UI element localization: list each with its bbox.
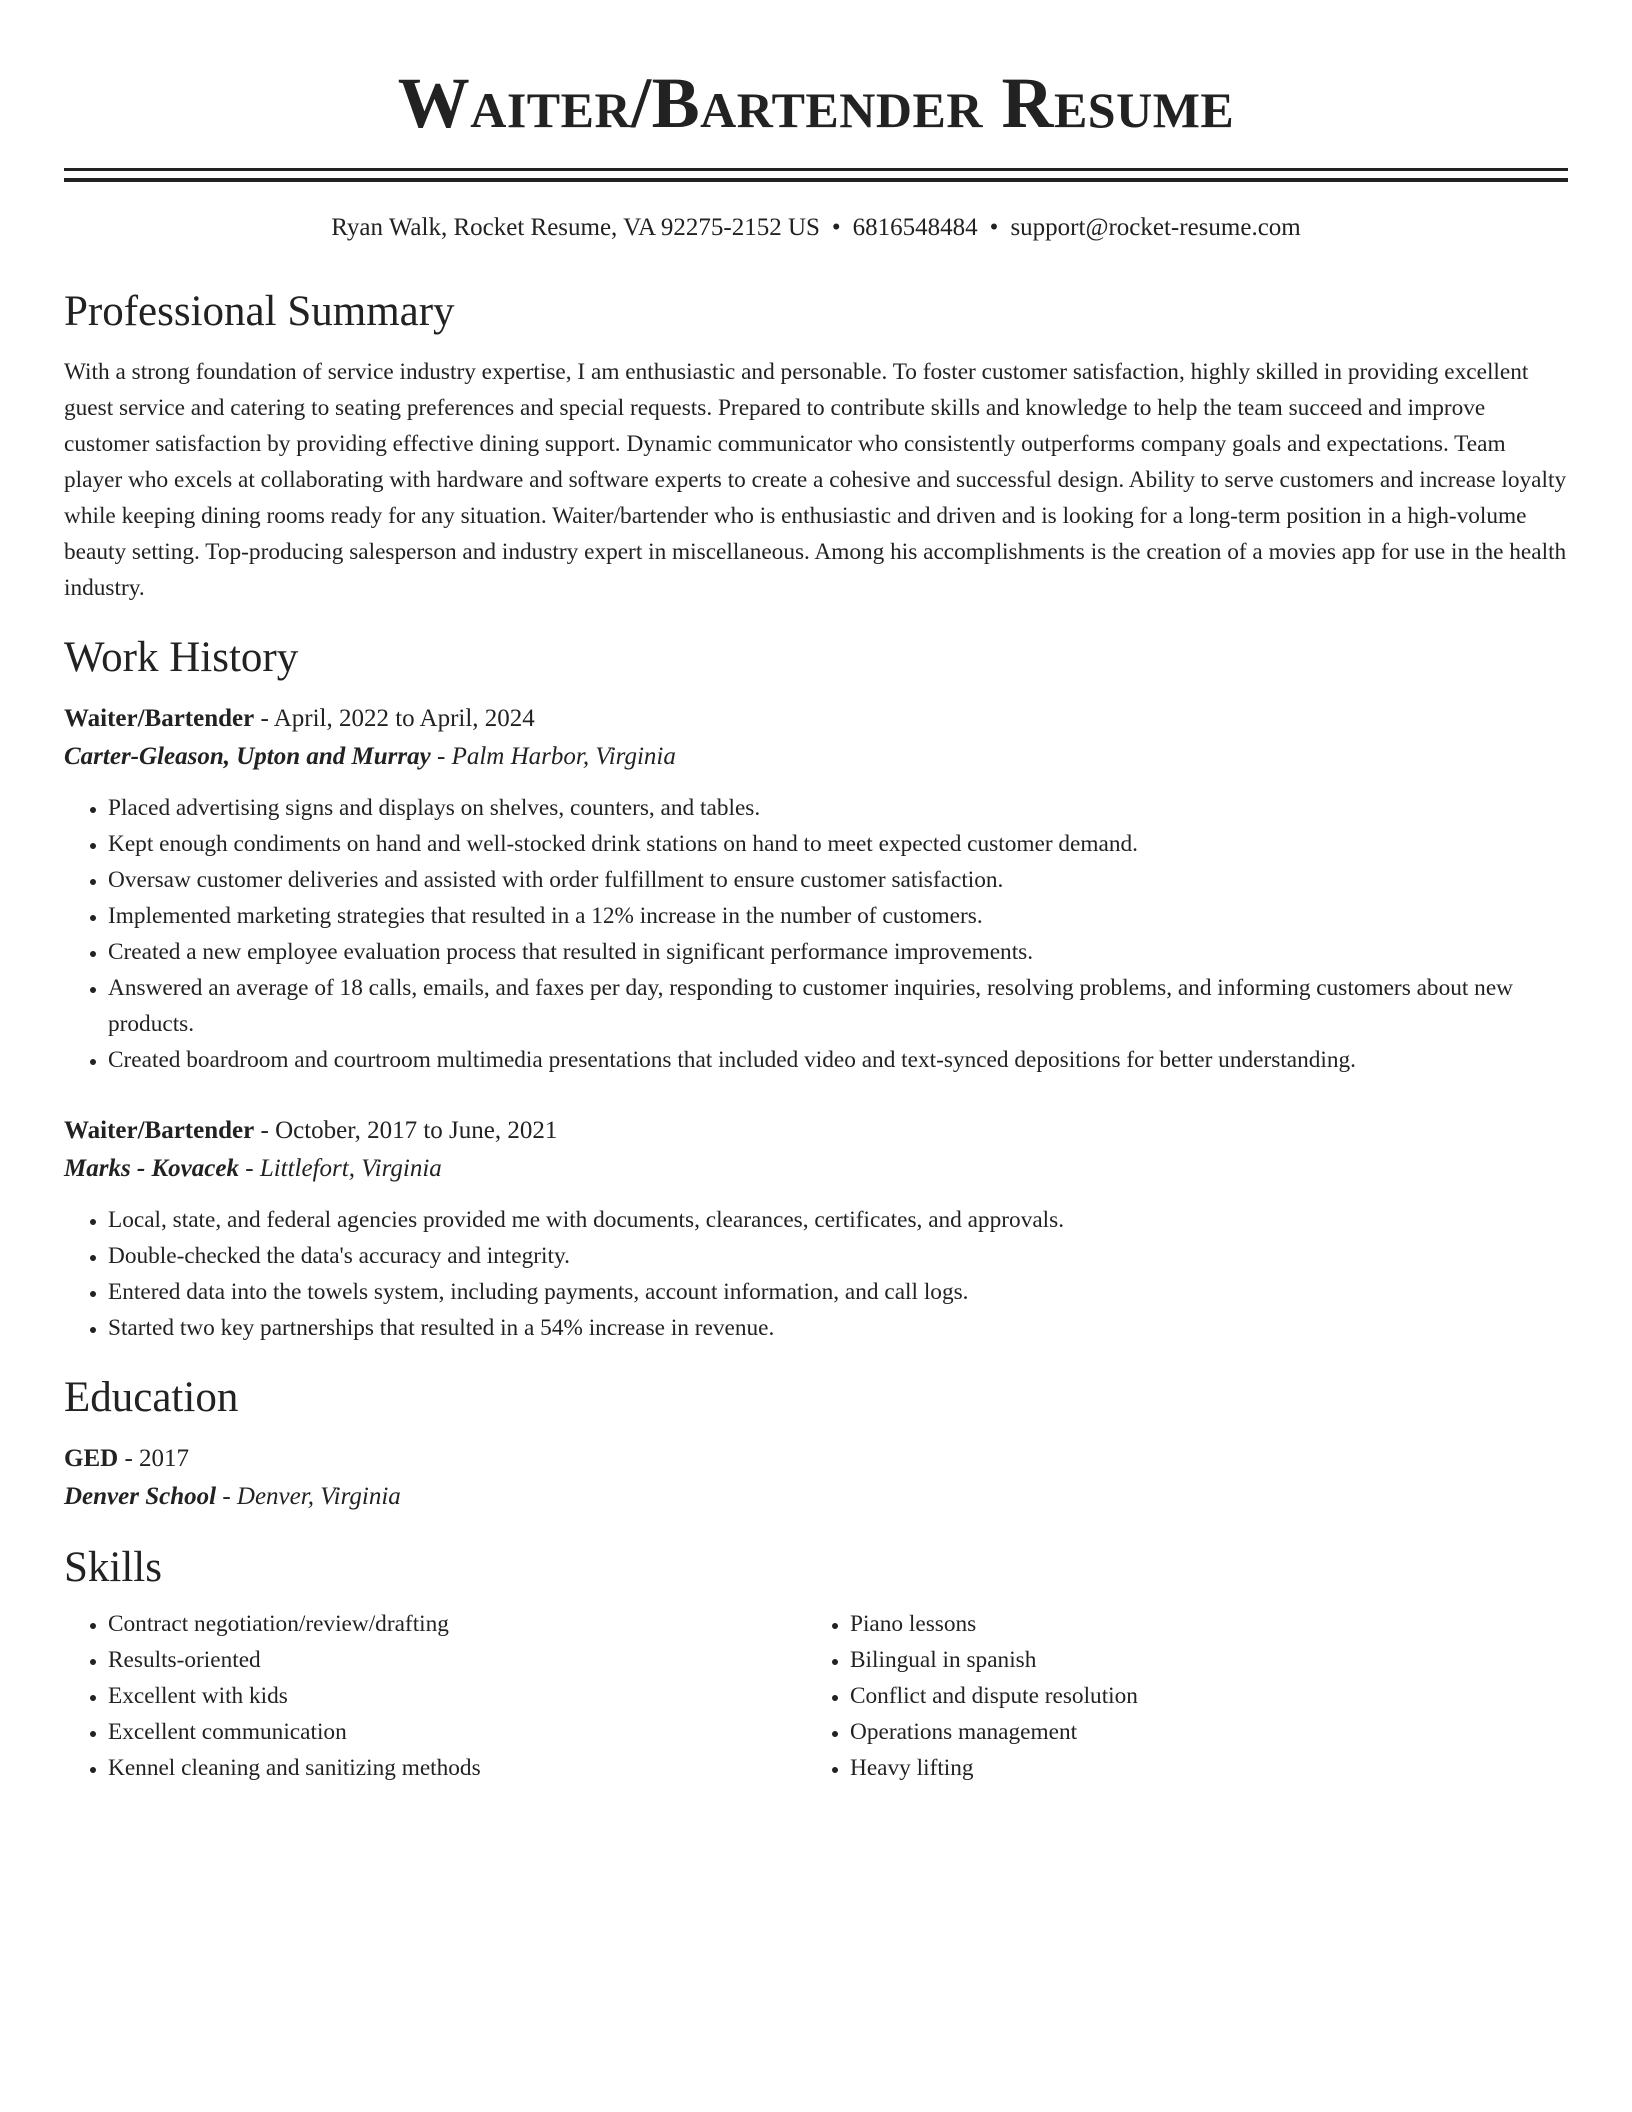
education-degree-line: GED - 2017: [64, 1445, 190, 1472]
job-title-line: Waiter/Bartender - April, 2022 to April, 2024: [64, 705, 535, 732]
list-item: • Created boardroom and courtroom multimedia presentations that included video and text-synced depositions for better understanding.: [108, 1042, 1568, 1078]
list-item: • Bilingual in spanish: [850, 1642, 1548, 1678]
list-item: • Implemented marketing strategies that resulted in a 12% increase in the number of customers.: [108, 898, 1568, 934]
job-entry: [64, 1112, 1568, 1346]
contact-separator: •: [831, 214, 841, 241]
skills-column-left: [64, 1606, 806, 1786]
job-role: Waiter/Bartender: [64, 705, 255, 732]
title-divider-bottom: [64, 178, 1568, 182]
skills-grid: [64, 1606, 1568, 1786]
list-item: • Kennel cleaning and sanitizing methods: [108, 1750, 806, 1786]
contact-phone: 6816548484: [852, 214, 978, 241]
job-dates: October, 2017 to June, 2021: [275, 1117, 558, 1144]
job-dates: April, 2022 to April, 2024: [273, 705, 535, 732]
list-item: • Piano lessons: [850, 1606, 1548, 1642]
contact-separator: •: [989, 214, 999, 241]
list-item: • Contract negotiation/review/drafting: [108, 1606, 806, 1642]
list-item: • Conflict and dispute resolution: [850, 1678, 1548, 1714]
education-location: Denver, Virginia: [236, 1483, 401, 1510]
work-history-heading: Work History: [64, 634, 299, 681]
contact-email: support@rocket-resume.com: [1010, 214, 1301, 241]
job-entry: [64, 700, 1568, 1078]
list-item: • Local, state, and federal agencies provided me with documents, clearances, certificates, and approvals.: [108, 1202, 1568, 1238]
list-item: • Created a new employee evaluation process that resulted in significant performance improvements.: [108, 934, 1568, 970]
list-item: • Double-checked the data's accuracy and integrity.: [108, 1238, 1568, 1274]
list-item: • Started two key partnerships that resulted in a 54% increase in revenue.: [108, 1310, 1568, 1346]
skills-column-right: [806, 1606, 1548, 1786]
resume-title: Waiter/Bartender Resume: [397, 63, 1235, 143]
job-location: Littlefort, Virginia: [259, 1155, 442, 1182]
job-title-line: Waiter/Bartender - October, 2017 to June, 2021: [64, 1117, 558, 1144]
contact-address: Ryan Walk, Rocket Resume, VA 92275-2152 US: [331, 214, 820, 241]
list-item: • Oversaw customer deliveries and assisted with order fulfillment to ensure customer satisfaction.: [108, 862, 1568, 898]
education-degree: GED: [64, 1445, 119, 1472]
job-location: Palm Harbor, Virginia: [451, 743, 676, 770]
list-item: • Operations management: [850, 1714, 1548, 1750]
summary-heading: Professional Summary: [64, 288, 455, 335]
list-item: • Results-oriented: [108, 1642, 806, 1678]
list-item: • Excellent communication: [108, 1714, 806, 1750]
education-year: 2017: [139, 1445, 190, 1472]
education-heading: Education: [64, 1374, 239, 1421]
title-divider-top: [64, 168, 1568, 171]
skills-list: [806, 1606, 1548, 1786]
job-company-line: Carter-Gleason, Upton and Murray - Palm Harbor, Virginia: [64, 743, 676, 770]
job-duties-list: [64, 1202, 1568, 1346]
job-duties-list: [64, 790, 1568, 1078]
education-school-line: Denver School - Denver, Virginia: [64, 1483, 401, 1510]
list-item: • Heavy lifting: [850, 1750, 1548, 1786]
job-company-line: Marks - Kovacek - Littlefort, Virginia: [64, 1155, 442, 1182]
skills-list: [64, 1606, 806, 1786]
list-item: • Entered data into the towels system, including payments, account information, and call logs.: [108, 1274, 1568, 1310]
list-item: • Answered an average of 18 calls, emails, and faxes per day, responding to customer inquiries, resolving problems, and informing customers about new products.: [108, 970, 1568, 1042]
list-item: • Excellent with kids: [108, 1678, 806, 1714]
contact-line: [64, 212, 1568, 244]
list-item: • Kept enough condiments on hand and well-stocked drink stations on hand to meet expected customer demand.: [108, 826, 1568, 862]
job-company: Marks - Kovacek: [64, 1155, 239, 1182]
job-role: Waiter/Bartender: [64, 1117, 255, 1144]
education-school: Denver School: [64, 1483, 217, 1510]
job-company: Carter-Gleason, Upton and Murray: [64, 743, 431, 770]
list-item: • Placed advertising signs and displays on shelves, counters, and tables.: [108, 790, 1568, 826]
skills-heading: Skills: [64, 1544, 162, 1591]
summary-text: With a strong foundation of service industry expertise, I am enthusiastic and personable. To foster customer satisfaction, highly skilled in providing excellent guest service and catering to seating preferences and special requests. Prepared to contribute skills and knowledge to help the team succeed and improve customer satisfaction by providing effective dining support. Dynamic communicator who consistently outperforms company goals and expectations. Team player who excels at collaborating with hardware and software experts to create a cohesive and successful design. Ability to serve customers and increase loyalty while keeping dining rooms ready for any situation. Waiter/bartender who is enthusiastic and driven and is looking for a long-term position in a high-volume beauty setting. Top-producing salesperson and industry expert in miscellaneous. Among his accomplishments is the creation of a movies app for use in the health industry.: [64, 359, 1567, 601]
